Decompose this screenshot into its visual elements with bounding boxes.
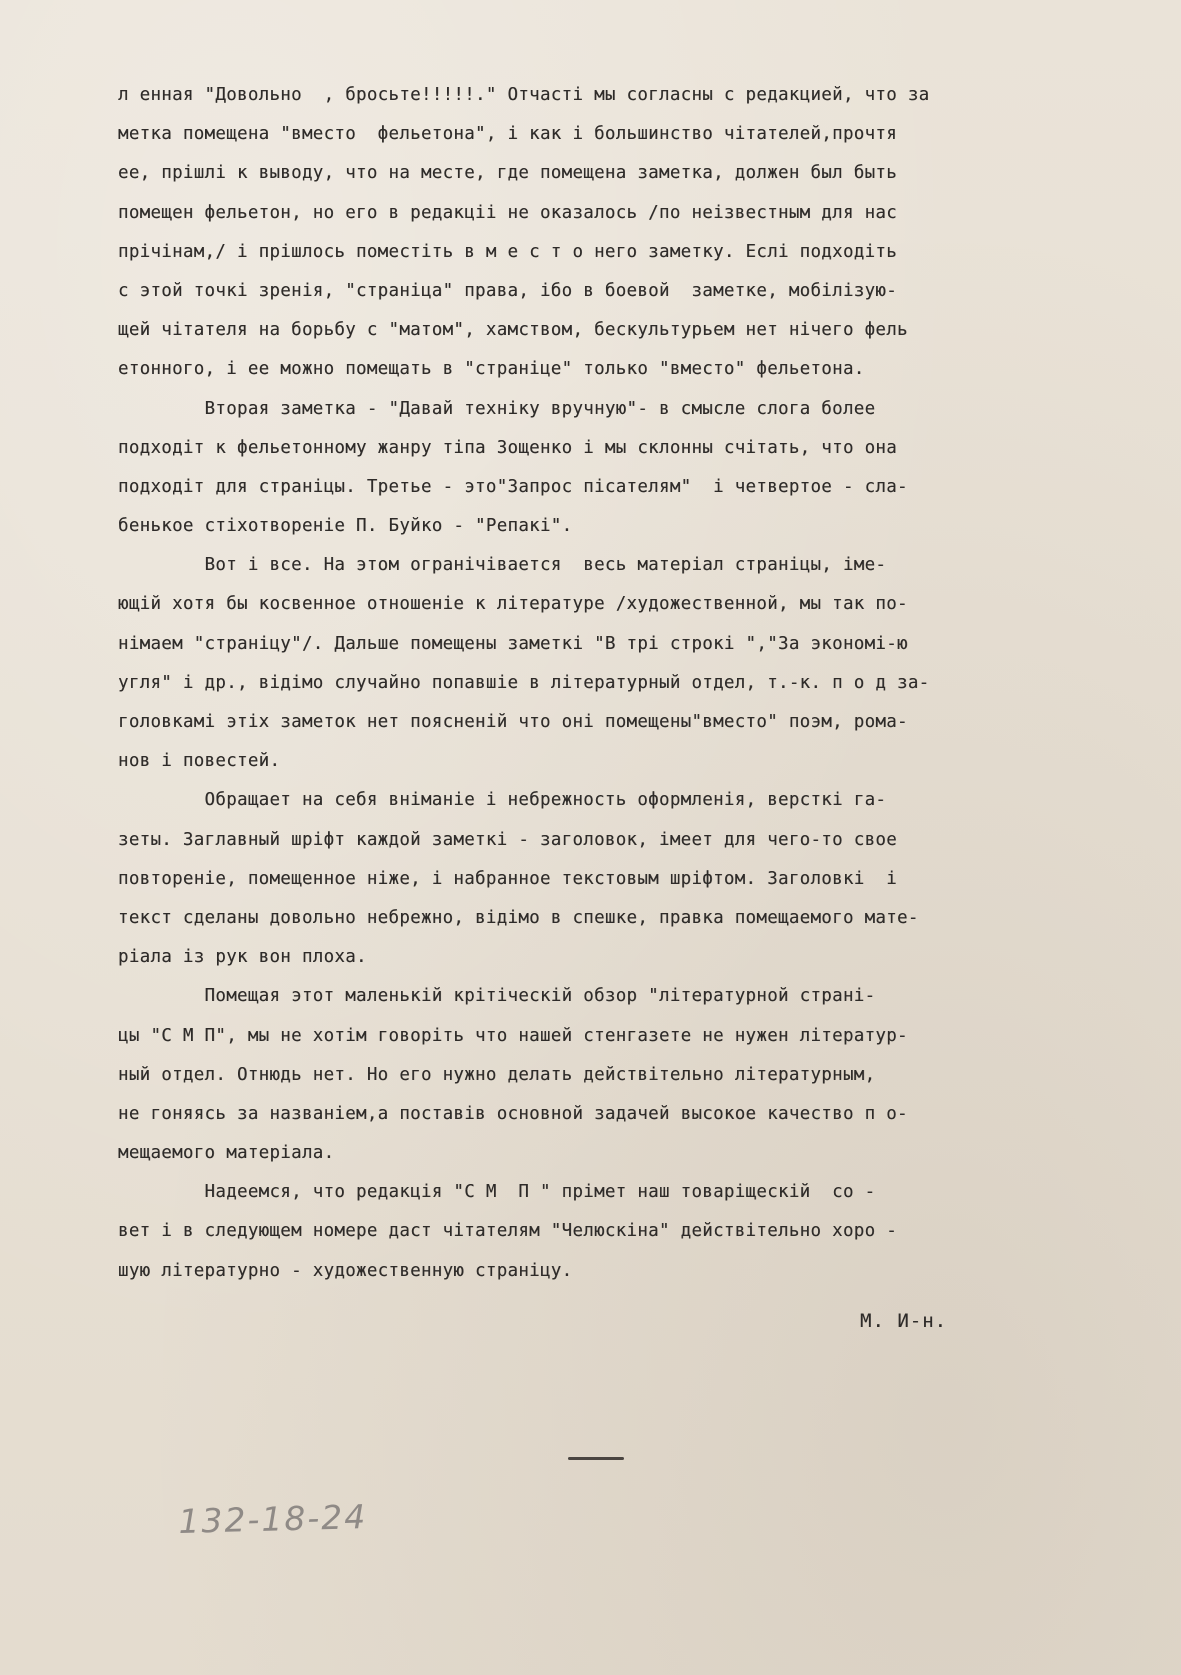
typewritten-text [118, 76, 1080, 1291]
text-line: Помещая этот маленькій крітіческій обзор "літературной страні- [118, 986, 876, 1007]
text-line: с этой точкі зренія, "страніца" права, ібо в боевой заметке, мобілізую- [118, 280, 898, 301]
text-line: етонного, і ее можно помещать в "страніце" только "вместо" фельетона. [118, 359, 865, 380]
text-line: цы "С М П", мы не хотім говоріть что нашей стенгазете не нужен літератур- [118, 1025, 908, 1046]
handwritten-archive-number: 132-18-24 [178, 1497, 368, 1541]
text-line: мещаемого матеріала. [118, 1143, 335, 1164]
text-line: ріала із рук вон плоха. [118, 947, 367, 968]
text-line: вет і в следующем номере даст чітателям "Челюскіна" действітельно хоро - [118, 1221, 898, 1242]
text-line: зеты. Заглавный шріфт каждой заметкі - заголовок, імеет для чего-то свое [118, 829, 898, 850]
text-line: Надеемся, что редакція "С М П " прімет наш товаріщескій со - [118, 1182, 876, 1203]
text-line: л енная "Довольно , бросьте!!!!!." Отчасті мы согласны с редакцией, что за [118, 85, 930, 105]
author-signature: М. И-н. [860, 1310, 948, 1332]
text-line: метка помещена "вместо фельетона", і как і большинство чітателей,прочтя [118, 124, 898, 145]
closing-divider [568, 1457, 624, 1460]
text-line: нов і повестей. [118, 751, 281, 772]
text-line: помещен фельетон, но его в редакціі не оказалось /по неізвестным для нас [118, 202, 898, 223]
text-line: бенькое стіхотвореніе П. Буйко - "Репакі". [118, 516, 573, 537]
text-line: Вторая заметка - "Давай техніку вручную"- в смысле слога более [118, 398, 876, 419]
text-line: ее, прішлі к выводу, что на месте, где помещена заметка, должен был быть [118, 163, 898, 184]
text-line: не гоняясь за названіем,а поставів основной задачей высокое качество п о- [118, 1103, 908, 1124]
text-line: ющій хотя бы косвенное отношеніе к літературе /художественной, мы так по- [118, 594, 908, 615]
text-line: головкамі этіх заметок нет поясненій что оні помещены"вместо" поэм, рома- [118, 712, 908, 732]
text-line: подходіт к фельетонному жанру тіпа Зощенко і мы склонны счітать, что она [118, 437, 898, 458]
text-line: прічінам,/ і прішлось поместіть в м е с т о него заметку. Еслі подходіть [118, 241, 898, 262]
text-line: щей чітателя на борьбу с "матом", хамством, бескультурьем нет нічего фель [118, 320, 908, 341]
text-line: повтореніе, помещенное ніже, і набранное текстовым шріфтом. Заголовкі і [118, 868, 898, 889]
text-line: подходіт для страніцы. Третье - это"Запрос пісателям" і четвертое - сла- [118, 476, 908, 497]
text-line: текст сделаны довольно небрежно, відімо в спешке, правка помещаемого мате- [118, 907, 919, 928]
text-line: ный отдел. Отнюдь нет. Но его нужно делать действітельно літературным, [118, 1064, 876, 1085]
text-line: угля" і др., відімо случайно попавшіе в літературный отдел, т.-к. п о д за- [118, 672, 930, 693]
text-line: німаем "страніцу"/. Дальше помещены заметкі "В трі строкі ","За экономі-ю [118, 633, 908, 654]
text-line: Вот і все. На этом огранічівается весь матеріал страніцы, іме- [118, 555, 887, 576]
text-line: шую літературно - художественную страніцу. [118, 1260, 573, 1281]
text-line: Обращает на себя вніманіе і небрежность оформленія, версткі га- [118, 790, 887, 811]
